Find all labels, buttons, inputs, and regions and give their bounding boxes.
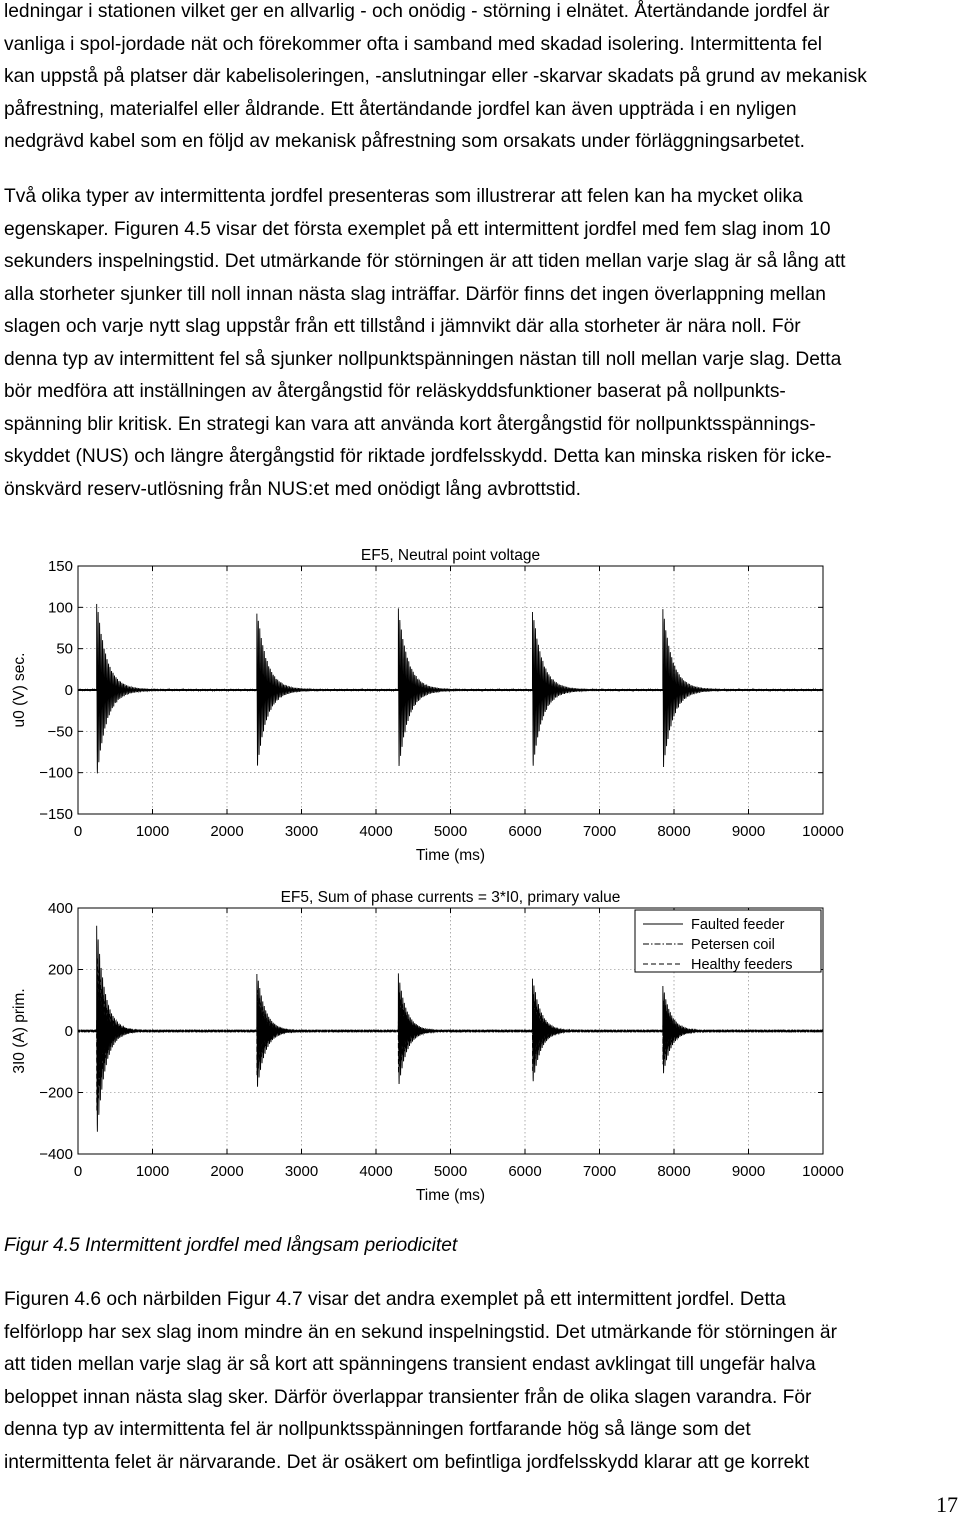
- text-line: spänning blir kritisk. En strategi kan vara att använda kort återgångstid för nollpunktsspännings-: [4, 413, 816, 435]
- text-line: felförlopp har sex slag inom mindre än en sekund inspelningstid. Det utmärkande för störningen är: [4, 1321, 837, 1343]
- x-tick-label: 9000: [731, 823, 766, 840]
- x-tick-label: 7000: [582, 823, 617, 840]
- text-line: slagen och varje nytt slag uppstår från ett tillstånd i jämnvikt där alla storheter är nära noll. För: [4, 316, 801, 337]
- y-tick-label: 200: [47, 961, 73, 979]
- text-line: kan uppstå på platser där kabelisoleringen, -anslutningar eller -skarvar skadats på grund av mekanisk: [4, 66, 867, 87]
- x-tick-label: 10000: [802, 1163, 844, 1180]
- x-axis-label: Time (ms): [415, 847, 486, 864]
- page-number: 17: [936, 1492, 958, 1517]
- x-tick-label: 1000: [135, 1163, 170, 1180]
- x-tick-label: 5000: [433, 823, 468, 840]
- text-line: beloppet innan nästa slag sker. Därför överlappar transienter från de olika slagen varandra. För: [4, 1386, 812, 1408]
- x-tick-label: 0: [73, 1163, 83, 1180]
- text-line: Figuren 4.6 och närbilden Figur 4.7 visar det andra exemplet på ett intermittent jordfel. Detta: [4, 1289, 786, 1310]
- y-axis-label: 3I0 (A) prim.: [11, 988, 28, 1074]
- phase-current-sum-chart: [0, 872, 960, 1207]
- x-tick-label: 9000: [731, 1163, 766, 1180]
- legend-label: Healthy feeders: [691, 957, 793, 973]
- paragraph-3: [4, 1284, 954, 1479]
- x-tick-label: 4000: [359, 823, 393, 840]
- x-tick-label: 5000: [433, 1163, 468, 1180]
- y-tick-label: 0: [64, 1023, 73, 1040]
- text-line: önskvärd reserv-utlösning från NUS:et med onödigt lång avbrottstid.: [4, 478, 581, 500]
- text-line: alla storheter sjunker till noll innan nästa slag inträffar. Därför finns det ingen överlappning mellan: [4, 283, 826, 305]
- text-line: Två olika typer av intermittenta jordfel presenteras som illustrerar att felen kan ha mycket olika: [4, 186, 803, 207]
- chart-title: EF5, Neutral point voltage: [360, 547, 541, 564]
- x-tick-label: 0: [73, 823, 83, 840]
- text-line: denna typ av intermittent fel så sjunker nollpunktspänningen nästan till noll mellan varje slag. Detta: [4, 348, 842, 370]
- legend-label: Petersen coil: [691, 937, 775, 953]
- y-tick-label: 400: [47, 900, 73, 917]
- text-line: sekunders inspelningstid. Det utmärkande för störningen är att tiden mellan varje slag är så lång att: [4, 251, 846, 272]
- x-tick-label: 10000: [802, 823, 844, 840]
- x-tick-label: 6000: [508, 1163, 542, 1180]
- y-tick-label: 100: [47, 599, 73, 617]
- text-line: denna typ av intermittenta fel är nollpunktsspänningen fortfarande hög så länge som det: [4, 1419, 751, 1440]
- y-tick-label: −200: [39, 1084, 73, 1102]
- text-line: egenskaper. Figuren 4.5 visar det första exemplet på ett intermittent jordfel med fem slag inom 10: [4, 218, 831, 240]
- x-tick-label: 7000: [582, 1163, 617, 1180]
- x-tick-label: 4000: [359, 1163, 393, 1180]
- chart-title: EF5, Sum of phase currents = 3*I0, primary value: [280, 889, 621, 906]
- x-axis-label: Time (ms): [415, 1187, 486, 1204]
- paragraph-2: [4, 181, 954, 506]
- neutral-point-voltage-chart: [0, 530, 960, 865]
- text-line: att tiden mellan varje slag är så kort att spänningens transient endast avklingat till ungefär halva: [4, 1354, 816, 1375]
- y-tick-label: 0: [64, 682, 73, 699]
- paragraph-1: [4, 0, 954, 159]
- x-tick-label: 6000: [508, 823, 542, 840]
- x-tick-label: 3000: [284, 823, 319, 840]
- y-tick-label: −50: [47, 723, 73, 741]
- y-axis-label: u0 (V) sec.: [11, 652, 28, 728]
- x-tick-label: 2000: [210, 823, 244, 840]
- y-tick-label: −100: [39, 764, 73, 782]
- y-tick-label: 150: [47, 558, 73, 575]
- x-tick-label: 1000: [135, 823, 170, 840]
- x-tick-label: 3000: [284, 1163, 319, 1180]
- text-line: skyddet (NUS) och längre återgångstid för riktade jordfelsskydd. Detta kan minska risken för icke-: [4, 446, 832, 467]
- text-line: ledningar i stationen vilket ger en allvarlig - och onödig - störning i elnätet. Återtändande jordfel är: [4, 1, 830, 22]
- text-line: påfrestning, materialfel eller åldrande. Ett återtändande jordfel kan även uppträda i en nyligen: [4, 98, 797, 120]
- text-line: intermittenta felet är närvarande. Det är osäkert om befintliga jordfelsskydd klarar att ge korrekt: [4, 1451, 810, 1473]
- text-line: vanliga i spol-jordade nät och förekommer ofta i samband med skadad isolering. Intermittenta fel: [4, 33, 823, 55]
- y-tick-label: 50: [56, 640, 73, 658]
- x-tick-label: 2000: [210, 1163, 244, 1180]
- y-tick-label: −150: [39, 806, 73, 823]
- x-tick-label: 8000: [657, 823, 691, 840]
- y-tick-label: −400: [39, 1146, 73, 1163]
- x-tick-label: 8000: [657, 1163, 691, 1180]
- text-line: nedgrävd kabel som en följd av mekanisk påfrestning som orsakats under förläggningsarbetet.: [4, 131, 805, 152]
- figure-caption: Figur 4.5 Intermittent jordfel med långsam periodicitet: [4, 1235, 458, 1256]
- legend-label: Faulted feeder: [691, 917, 785, 933]
- text-line: bör medföra att inställningen av återgångstid för reläskyddsfunktioner baserat på nollpunkts-: [4, 381, 786, 402]
